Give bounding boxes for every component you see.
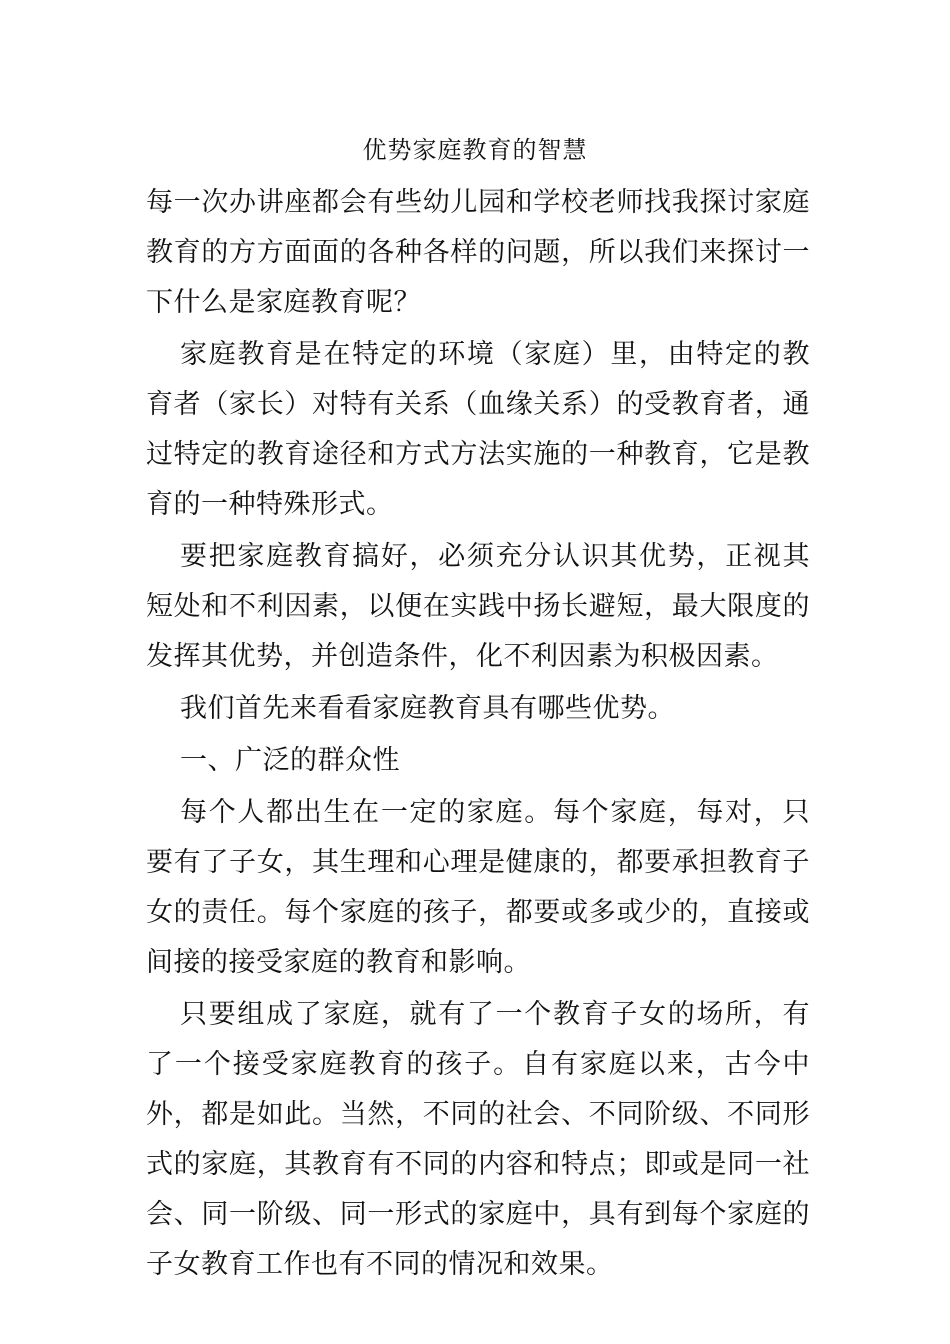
paragraph-advantages-overview: 要把家庭教育搞好，必须充分认识其优势，正视其短处和不利因素，以便在实践中扬长避短，最大限度的发挥其优势，并创造条件，化不利因素为积极因素。 [146,541,810,672]
document-title: 优势家庭教育的智慧 [362,136,588,164]
paragraph-family-formation: 只要组成了家庭，就有了一个教育子女的场所，有了一个接受家庭教育的孩子。自有家庭以来，古今中外，都是如此。当然，不同的社会、不同阶级、不同形式的家庭，其教育有不同的内容和特点；即或是同一社会、同一阶级、同一形式的家庭中，具有到每个家庭的子女教育工作也有不同的情况和效果。 [146,999,810,1280]
paragraph-definition: 家庭教育是在特定的环境（家庭）里，由特定的教育者（家长）对特有关系（血缘关系）的受教育者，通过特定的教育途径和方式方法实施的一种教育，它是教育的一种特殊形式。 [146,339,810,520]
paragraph-intro: 每一次办讲座都会有些幼儿园和学校老师找我探讨家庭教育的方方面面的各种各样的问题，所以我们来探讨一下什么是家庭教育呢？ [146,187,810,318]
section-heading-broad-public: 一、广泛的群众性 [180,745,400,776]
paragraph-transition: 我们首先来看看家庭教育具有哪些优势。 [180,693,675,724]
document-body [146,178,810,1290]
paragraph-every-family: 每个人都出生在一定的家庭。每个家庭，每对，只要有了子女，其生理和心理是健康的，都要承担教育子女的责任。每个家庭的孩子，都要或多或少的，直接或间接的接受家庭的教育和影响。 [146,797,810,978]
